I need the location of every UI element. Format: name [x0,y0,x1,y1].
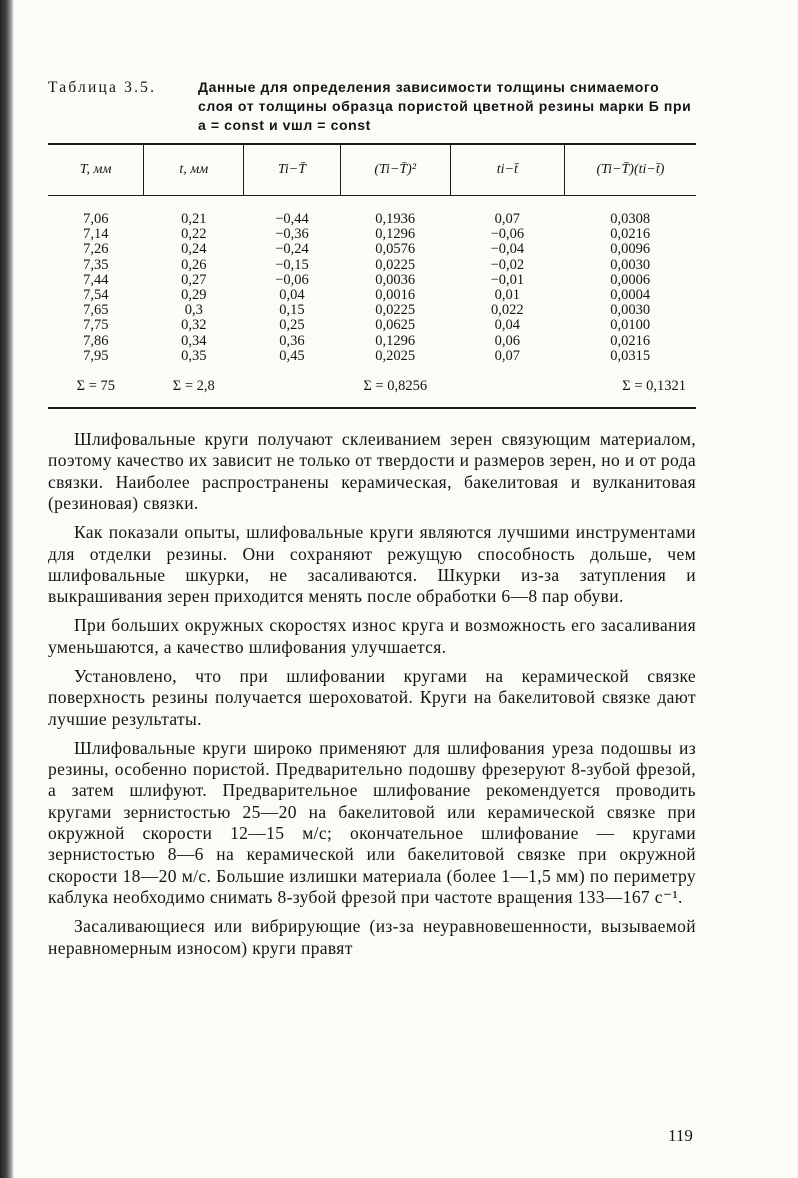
body-text [48,429,696,959]
table-cell: 7,54 [83,287,109,304]
table-cell: 0,07 [494,211,521,227]
table-caption-label: Таблица 3.5. [48,79,157,96]
table-cell: −0,15 [275,256,309,273]
table-cell: 0,32 [181,317,207,334]
sum-cell: Σ = 0,8256 [340,364,450,408]
header-cell: Ti−T̄ [244,144,340,196]
table-cell: 7,26 [83,241,109,258]
table-cell: 0,0004 [610,287,651,304]
sum-cell [244,364,340,408]
table-cell: 0,35 [181,347,207,364]
table-cell: 0,01 [494,287,521,304]
table-cell: −0,02 [490,256,525,273]
table-cell: 0,27 [181,271,207,288]
table-cell: 0,0216 [610,226,651,243]
table-cell: 0,3 [184,302,203,319]
table-cell: 0,26 [181,256,207,273]
table-cell: 7,65 [83,302,109,319]
table-cell: 7,44 [83,271,109,288]
book-spine-shadow [0,0,14,1178]
header-cell: (Ti−T̄)(ti−t̄) [564,144,696,196]
table-cell: 0,0576 [375,241,416,258]
table-cell: 7,14 [83,226,109,243]
table-cell: 0,04 [494,317,521,334]
table-caption-text: Данные для определения зависимости толщины снимаемого слоя от толщины образца пористой цветной резины марки Б при a = const и vшл = const [198,79,692,133]
paragraph: Шлифовальные круги широко применяют для шлифования уреза подошвы из резины, особенно пористой. Предварительно подошву фрезеруют 8-зубой фрезой, а затем шлифуют. Предварительное шлифование рекомендуется проводить кругами зернистостью 25—20 на бакелитовой или керамической связке при окружной скорости 12—15 м/с; окончательное шлифование — кругами зернистостью 8—6 на керамической или бакелитовой связке при окружной скорости 18—20 м/с. Большие излишки материала (более 1—1,5 мм) по периметру каблука необходимо снимать 8-зубой фрезой при частоте вращения 133—167 с⁻¹. [48,737,696,907]
table-row [48,334,696,349]
table-cell: 0,0225 [375,302,416,319]
table-cell: 0,2025 [375,347,416,364]
paragraph: Засаливающиеся или вибрирующие (из-за неуравновешенности, вызываемой неравномерным износом) круги правят [48,916,696,958]
table-row [48,227,696,242]
table-row [48,288,696,303]
table-row [48,242,696,257]
table-row [48,258,696,273]
table-header-row [48,144,696,196]
page-content [48,78,696,959]
table-cell: 0,25 [279,317,305,334]
table-cell: 0,07 [494,347,521,364]
table-cell: 0,0096 [610,241,651,258]
sum-cell: Σ = 75 [48,364,144,408]
sum-cell [450,364,564,408]
table-cell: 0,0030 [610,302,651,319]
table-cell: 0,1936 [375,211,416,227]
table-cell: 7,35 [83,256,109,273]
table-cell: 0,0225 [375,256,416,273]
table-cell: 0,0036 [375,271,416,288]
table-cell: 0,1296 [375,226,416,243]
table-cell: −0,24 [275,241,309,258]
paragraph: При больших окружных скоростях износ круга и возможность его засаливания уменьшаются, а качество шлифования улучшается. [48,615,696,657]
sum-cell: Σ = 0,1321 [564,364,696,408]
header-cell: (Ti−T̄)² [340,144,450,196]
table-cell: 0,15 [279,302,305,319]
page-number: 119 [668,1126,693,1145]
table-cell: 0,1296 [375,332,416,349]
table-body [48,196,696,365]
table-cell: −0,01 [490,271,525,288]
table-cell: 0,24 [181,241,207,258]
table-cell: 0,21 [181,211,207,227]
table-cell: 0,0016 [375,287,416,304]
table-cell: 0,06 [494,332,521,349]
paragraph: Установлено, что при шлифовании кругами на керамической связке поверхность резины получается шероховатой. Круги на бакелитовой связке дают лучшие результаты. [48,666,696,729]
table-cell: −0,44 [275,211,309,227]
table-cell: 0,04 [279,287,305,304]
paragraph: Шлифовальные круги получают склеиванием зерен связующим материалом, поэтому качество их зависит не только от твердости и размеров зерен, но и от рода связки. Наиболее распространены керамическая, бакелитовая и вулканитовая (резиновая) связки. [48,429,696,513]
table-cell: −0,06 [490,226,525,243]
table-row [48,318,696,333]
table-cell: 7,86 [83,332,109,349]
table-cell: 0,0625 [375,317,416,334]
table-cell: 0,0006 [610,271,651,288]
table-caption [48,78,696,135]
table-cell: 0,29 [181,287,207,304]
table-cell: −0,06 [275,271,309,288]
table-cell: −0,36 [275,226,309,243]
paragraph: Как показали опыты, шлифовальные круги являются лучшими инструментами для отделки резины. Они сохраняют режущую способность дольше, чем шлифовальные шкурки, не засаливаются. Шкурки из-за затупления и выкрашивания зерен приходится менять после обработки 6—8 пар обуви. [48,522,696,607]
table-cell: 7,95 [83,347,109,364]
table-cell: 7,75 [83,317,109,334]
table-cell: 0,0315 [610,347,651,364]
table-cell: 0,0216 [610,332,651,349]
header-cell: ti−t̄ [450,144,564,196]
table-row [48,196,696,228]
table-cell: 7,06 [83,211,109,227]
table-row [48,273,696,288]
table-cell: 0,0030 [610,256,651,273]
table-row [48,349,696,364]
header-cell: t, мм [144,144,244,196]
table-cell: 0,36 [279,332,305,349]
data-table [48,143,696,409]
table-cell: 0,22 [181,226,207,243]
table-cell: 0,45 [279,347,305,364]
table-row [48,303,696,318]
table-sum-row [48,364,696,408]
table-cell: 0,022 [491,302,524,319]
table-cell: 0,0308 [610,211,651,227]
table-cell: 0,0100 [610,317,651,334]
header-cell: T, мм [48,144,144,196]
table-cell: −0,04 [490,241,525,258]
table-cell: 0,34 [181,332,207,349]
sum-cell: Σ = 2,8 [144,364,244,408]
